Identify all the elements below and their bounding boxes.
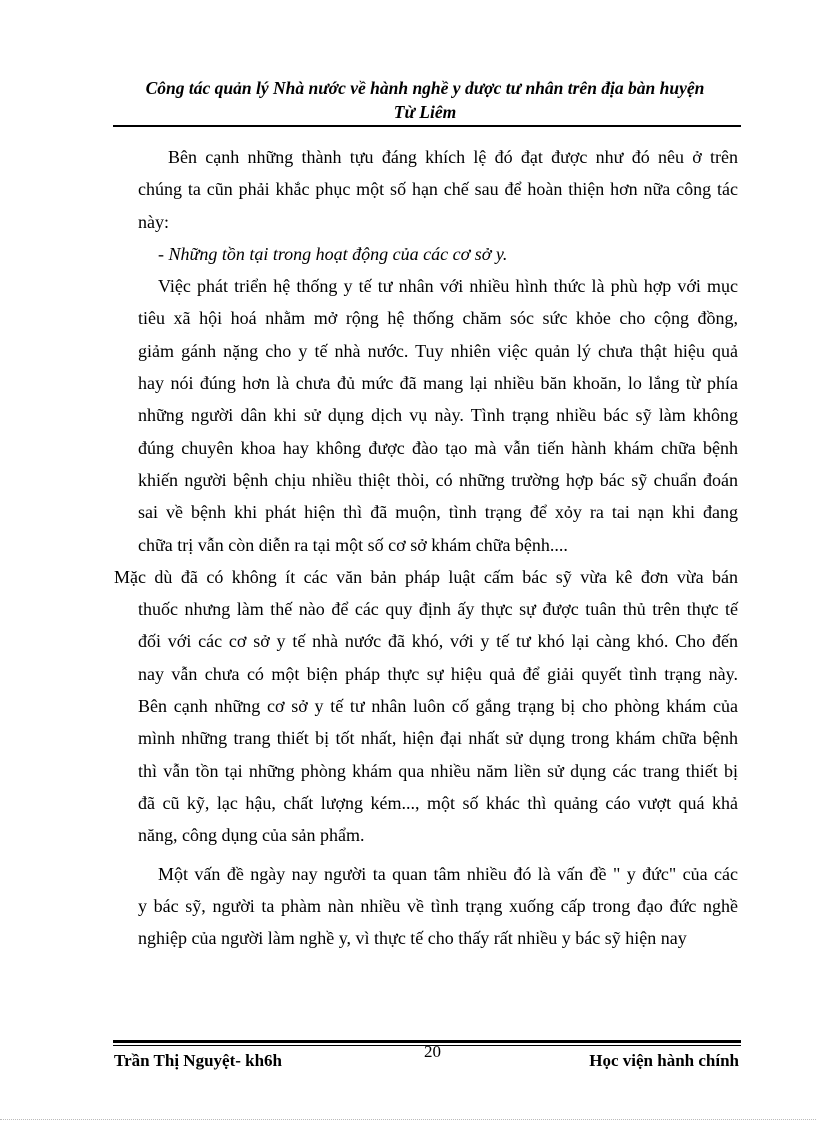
- text-line: đã cũ kỹ, lạc hậu, chất lượng kém..., một số khác thì quảng cáo vượt quá khả: [138, 792, 738, 813]
- footer-institution: Học viện hành chính: [589, 1051, 739, 1070]
- text-line: chữa trị vẫn còn diễn ra tại một số cơ sở khám chữa bệnh....: [138, 534, 568, 555]
- paragraph-1: [138, 141, 738, 238]
- text-line: những người dân khi sử dụng dịch vụ này. Tình trạng nhiều bác sỹ làm không: [138, 405, 738, 426]
- text-line: Bên cạnh những thành tựu đáng khích lệ đó đạt được như đó nêu ở trên: [168, 147, 738, 167]
- text-line: y bác sỹ, người ta phàm nàn nhiều về tình trạng xuống cấp trong đạo đức nghề: [138, 895, 738, 916]
- section-subheading: - Những tồn tại trong hoạt động của các cơ sở y.: [158, 243, 508, 264]
- text-line: Một vấn đề ngày nay người ta quan tâm nhiều đó là vấn đề " y đức" của các: [158, 863, 738, 884]
- page-header-title: [108, 76, 742, 124]
- footer-author: Trần Thị Nguyệt- kh6h: [114, 1051, 282, 1070]
- text-line: nay vẫn chưa có một biện pháp thực sự hiệu quả để giải quyết tình trạng này.: [138, 663, 738, 684]
- text-line: năng, công dụng của sản phẩm.: [138, 825, 365, 846]
- paragraph-5: [138, 858, 738, 955]
- text-line: khiến người bệnh chịu nhiều thiệt thòi, có những trường hợp bác sỹ chuẩn đoán: [138, 469, 738, 490]
- text-line: thuốc nhưng làm thế nào để các quy định ấy thực sự được tuân thủ trên thực tế: [138, 599, 738, 620]
- text-line: hay nói đúng hơn là chưa đủ mức đã mang lại nhiều băn khoăn, lo lắng từ phía: [138, 373, 738, 394]
- text-line: chúng ta cũn phải khắc phục một số hạn chế sau để hoàn thiện hơn nữa công tác: [138, 179, 738, 200]
- text-line: Mặc dù đã có không ít các văn bản pháp luật cấm bác sỹ vừa kê đơn vừa bán: [114, 566, 738, 587]
- paragraph-2: [138, 238, 738, 270]
- text-line: tiêu xã hội hoá nhằm mở rộng hệ thống chăm sóc sức khỏe cho cộng đồng,: [138, 308, 738, 329]
- header-divider: [113, 125, 741, 127]
- text-line: giảm gánh nặng cho y tế nhà nước. Tuy nhiên việc quản lý chưa thật hiệu quả: [138, 340, 738, 361]
- text-line: sai về bệnh khi phát hiện thì đã muộn, tình trạng để xỏy ra tai nạn khi đang: [138, 502, 738, 523]
- header-title-line-2: Từ Liêm: [393, 102, 457, 122]
- page-edge-dotted-line: [0, 1119, 816, 1120]
- text-line: đối với các cơ sở y tế nhà nước đã khó, với y tế tư khó lại càng khó. Cho đến: [138, 631, 738, 652]
- text-line: này:: [138, 211, 169, 232]
- text-line: mình những trang thiết bị tốt nhất, hiện đại nhất sử dụng trong khám chữa bệnh: [138, 728, 738, 749]
- text-line: Bên cạnh những cơ sở y tế tư nhân luôn cố gắng trạng bị cho phòng khám của: [138, 696, 738, 717]
- paragraph-3: [138, 270, 738, 561]
- text-line: đúng chuyên khoa hay không được đào tạo mà vẫn tiến hành khám chữa bệnh: [138, 437, 738, 458]
- paragraph-4: [114, 561, 738, 852]
- document-body: [114, 141, 738, 954]
- text-line: nghiệp của người làm nghề y, vì thực tế cho thấy rất nhiều y bác sỹ hiện nay: [138, 928, 687, 949]
- header-title-line-1: Công tác quản lý Nhà nước về hành nghề y dược tư nhân trên địa bàn huyện: [145, 78, 705, 98]
- text-line: thì vẫn tồn tại những phòng khám qua nhiều năm liền sử dụng các trang thiết bị: [138, 760, 738, 781]
- text-line: Việc phát triển hệ thống y tế tư nhân với nhiều hình thức là phù hợp với mục: [158, 276, 738, 297]
- page-number: 20: [424, 1042, 441, 1061]
